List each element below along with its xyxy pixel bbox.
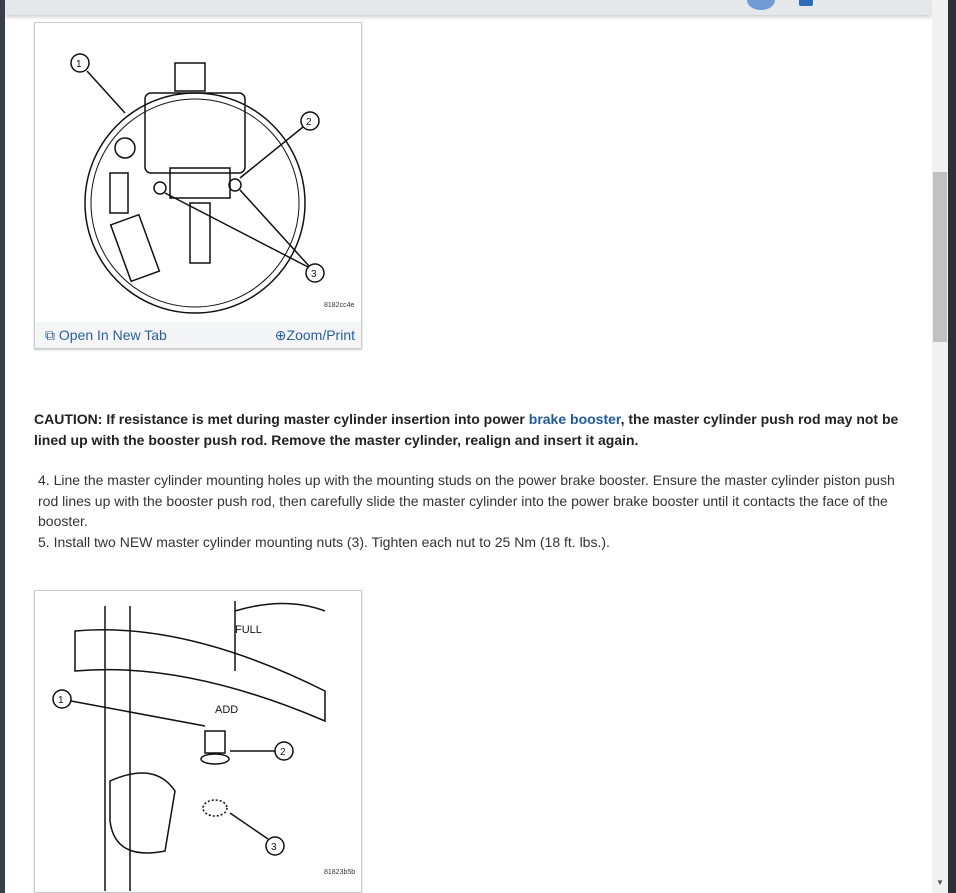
figure-code: 8182cc4e: [324, 302, 355, 309]
step-4: 4. Line the master cylinder mounting holes up with the mounting studs on the power brake booster. Ensure the master cylinder piston push rod lines up with the booster push rod, then carefully slide the master cylinder into the power brake booster until it contacts the face of the booster.: [38, 472, 895, 529]
label-add: ADD: [215, 704, 239, 716]
caution-text-end: , the master cylinder push rod may not be lined up with the booster push rod. Remove the master cylinder, realign and insert it again.: [34, 411, 899, 448]
add-icon[interactable]: [799, 0, 813, 6]
callout-1: 1: [58, 695, 64, 706]
brake-booster-link[interactable]: brake booster: [528, 411, 621, 427]
callout-3: 3: [311, 269, 317, 280]
diagram-reservoir: [35, 591, 361, 891]
user-avatar[interactable]: [747, 0, 775, 10]
open-in-new-tab-link[interactable]: [45, 327, 167, 344]
figure-master-cylinder-booster: [34, 22, 362, 349]
page: [5, 0, 932, 893]
window-border: [948, 0, 956, 893]
label-full: FULL: [235, 624, 262, 636]
figure-footer: [35, 322, 361, 348]
figure-reservoir: [34, 590, 362, 893]
open-tab-icon: ⧉: [45, 327, 59, 343]
callout-2: 2: [280, 747, 286, 758]
procedure-steps: [34, 470, 914, 552]
zoom-icon: ⊕: [274, 327, 287, 343]
top-toolbar: [5, 0, 932, 15]
scroll-down-icon[interactable]: ▼: [936, 878, 944, 887]
callout-1: 1: [76, 59, 82, 70]
zoom-print-link[interactable]: [275, 327, 355, 344]
zoom-label: Zoom/Print: [286, 327, 355, 343]
step-5: 5. Install two NEW master cylinder mounting nuts (3). Tighten each nut to 25 Nm (18 ft. lbs.).: [38, 533, 610, 550]
open-label: Open In New Tab: [58, 327, 167, 343]
callout-3: 3: [271, 842, 277, 853]
scrollbar-thumb[interactable]: [933, 172, 947, 342]
figure-code: 81823b5b: [324, 869, 356, 876]
callout-2: 2: [306, 117, 312, 128]
diagram-booster: [35, 23, 361, 323]
scrollbar[interactable]: [932, 0, 948, 893]
caution-text: CAUTION: If resistance is met during master cylinder insertion into power: [34, 411, 529, 427]
caution-note: [34, 409, 914, 451]
